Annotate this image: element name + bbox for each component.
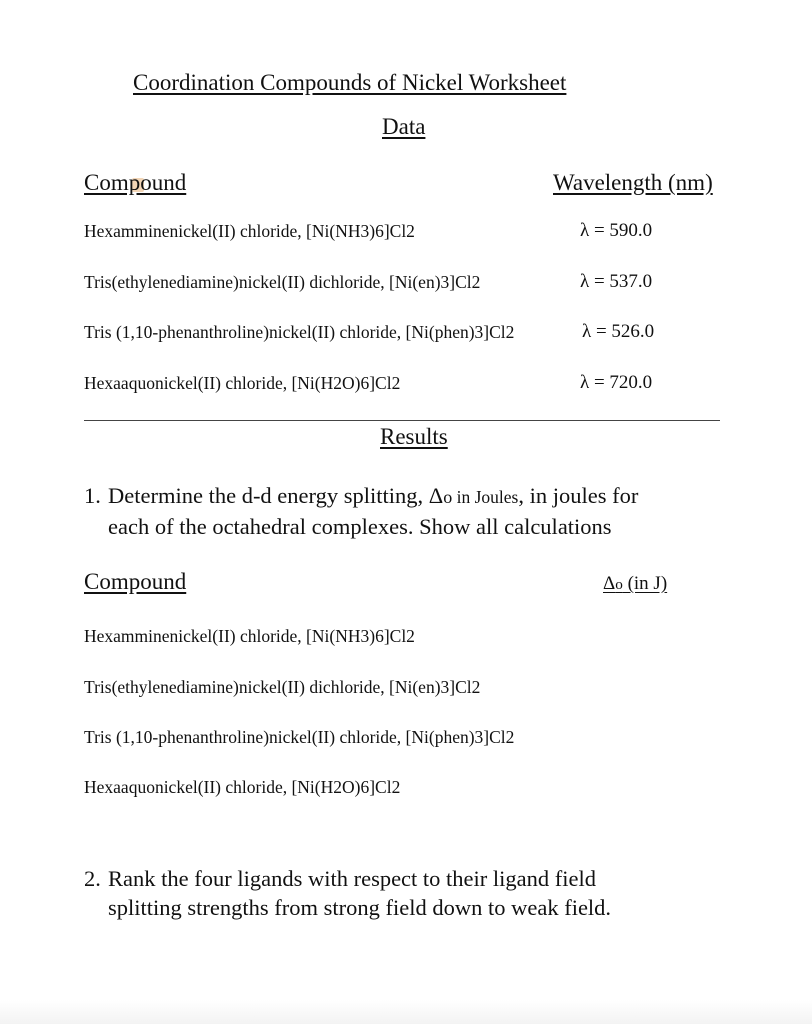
data-row-wavelength-4: λ = 720.0 xyxy=(580,372,653,393)
results-row-compound-4: Hexaaquonickel(II) chloride, [Ni(H2O)6]Cl2 xyxy=(84,777,401,797)
wavelength-header: Wavelength (nm) xyxy=(553,170,713,195)
data-heading: Data xyxy=(382,114,426,139)
data-row-compound-4: Hexaaquonickel(II) chloride, [Ni(H2O)6]Cl2 xyxy=(84,373,401,393)
question-1-text-a: Determine the d-d energy splitting, Δ xyxy=(108,483,444,508)
data-row-compound-2: Tris(ethylenediamine)nickel(II) dichloride, [Ni(en)3]Cl2 xyxy=(84,272,481,292)
question-2 xyxy=(84,864,744,922)
data-row-wavelength-3: λ = 526.0 xyxy=(582,321,655,342)
page-title: Coordination Compounds of Nickel Worksheet xyxy=(133,70,567,95)
results-heading: Results xyxy=(380,424,448,449)
question-1-line-2: each of the octahedral complexes. Show all calculations xyxy=(108,514,612,539)
results-row-compound-3: Tris (1,10-phenanthroline)nickel(II) chloride, [Ni(phen)3]Cl2 xyxy=(84,727,515,747)
section-divider xyxy=(84,420,720,421)
data-row-compound-1: Hexamminenickel(II) chloride, [Ni(NH3)6]Cl2 xyxy=(84,221,415,241)
question-1-text-b: in Joules xyxy=(452,487,519,507)
data-row-compound-3: Tris (1,10-phenanthroline)nickel(II) chloride, [Ni(phen)3]Cl2 xyxy=(84,322,515,342)
question-1-number: 1. xyxy=(84,483,101,508)
delta-header-symbol: Δ xyxy=(603,573,616,594)
data-row-wavelength-2: λ = 537.0 xyxy=(580,271,653,292)
data-compound-header: Compound xyxy=(84,170,187,195)
question-2-number: 2. xyxy=(84,866,101,891)
question-2-line-1: Rank the four ligands with respect to their ligand field xyxy=(108,866,597,891)
data-row-wavelength-1: λ = 590.0 xyxy=(580,220,653,241)
question-1 xyxy=(84,481,744,541)
question-1-text-c: , in joules for xyxy=(518,483,639,508)
results-row-compound-1: Hexamminenickel(II) chloride, [Ni(NH3)6]Cl2 xyxy=(84,626,415,646)
question-1-delta-sub: o xyxy=(443,487,453,507)
results-compound-header: Compound xyxy=(84,569,187,594)
question-2-line-2: splitting strengths from strong field down to weak field. xyxy=(108,895,612,920)
delta-header-sub: o xyxy=(615,576,623,593)
bottom-shadow xyxy=(0,1000,812,1024)
delta-header-rest: (in J) xyxy=(622,573,668,594)
delta-header xyxy=(603,573,667,595)
results-row-compound-2: Tris(ethylenediamine)nickel(II) dichloride, [Ni(en)3]Cl2 xyxy=(84,677,481,697)
